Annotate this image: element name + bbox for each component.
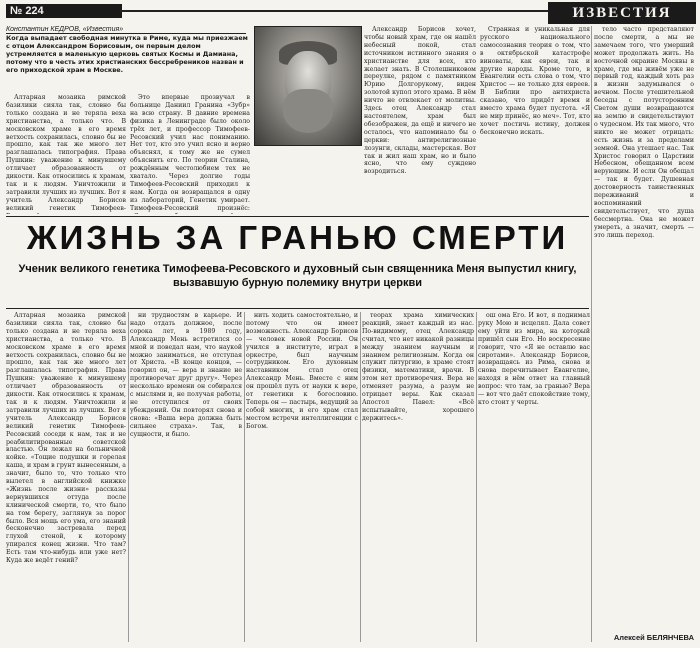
author-signature: Алексей БЕЛЯНЧЕВА [613,633,694,642]
article-column-1: Алтарная мозаика римской базилики сияла так, словно бы только создана и не теряла веха христианства, а только что. В московском храме в его время ветхость сохранилась, словно бы не прошло, как так же много лет разглашалась типография. Права Пушкин: уважение к минувшему отличает образованность от дикости. Как относились к храмам, так и к людям. Уничтожили и затравили лучших из лучших. Вот я учитель Александр Борисов великий генетик Тимофеев- [6,94,126,212]
headline: ЖИЗНЬ ЗА ГРАНЬЮ СМЕРТИ [26,219,569,256]
article-column-5: тело часто представляют после смерти, а мы не замечаем того, что умерший может продолжать жить. На восточной окраине Москвы в храме, где мы живём уже не первый год, каждый хоть раз в жизни задумывался о вечном. После утешительной беседы с потусторонним Светом души возвращаются на землю и свидетельствуют о чудесном. Их так много, что никто не может отрицать: есть жизнь и за пределами земной. Она утешает нас. Так Христос говорил о Царствии Небесном, обещанном всем верующим. И если Он обещал — так и будет. Душевная достоверность таинственных переживаний и воспоминаний свидетельствует, что душа бессмертна. Она не может умереть, а значит, смерть — это лишь переход. [594,26,694,239]
column-divider [128,312,129,642]
article-column-8: нить ходить самостоятельно, и потому что он имеет возможность. Александр Борисов — человек новой России. Он учился в институте, играл в оркестре, был научным сотрудником. Его духовным наставником стал отец Александр Мень. Вместе с ним он прошёл путь от науки к вере, от генетики к богословию. Теперь он — пастырь, ведущий за собой многих, и его храм стал местом встречи интеллигенции с Богом. [246,312,358,430]
article-column-10: ош ома Его. И вот, я поднимал руку Мою и исцелял. Дала совет ему уйти из мира, на который пришёл сын Его. Но воскресение говорит, что «Я не оставлю вас сиротами». Александр Борисов, возвращаясь из Рима, снова и снова перечитывает Евангелие, находя в нём ответ на главный вопрос: что там, за гранью? Вера — вот что даёт спокойствие тому, кто стоит у черты. [478,312,590,406]
article-column-7: ни трудностям в карьере. И надо отдать должное, после сорока лет, в 1989 году, Александр Мень встретился со мной и поведал нам, что наукой можно заниматься, не отступая от Христа. «В конце концов, — говорил он, — вера и знание не противоречат друг другу». Через несколько времени он собирался с мыслями и, не получая работы, не отступился от своих убеждений. Он повторял снова и снова: «Ваша вера должна быть сильнее страха». Так, в сущности, и было. [130,312,242,438]
lead-paragraph: Когда выпадает свободная минутка в Риме, куда мы приезжаем с отцом Александром Борисовым, он первым делом устремляется в маленькую церковь святых Космы и Дамиана, потому что в честь этих христианских бессребреников назван и его приходской храм в Москве. [6,34,248,74]
deck-bottom-rule [6,308,589,309]
article-column-9: теорах храма химических реакций, знает каждый из нас. По-видимому, отец Александр считал, что нет никакой разницы между знанием научным и знанием религиозным. Когда он служит литургию, в храме стоят физики, математики, врачи. В этом нет противоречия. Вера не отменяет разума, а разум не отрицает веры. Как сказал Апостол Павел: «Всё испытывайте, хорошего держитесь». [362,312,474,422]
article-column-6: Алтарная мозаика римской базилики сияла так, словно бы только создана и не теряла веха христианства, а только что. В московском храме в его время ветхость сохранилась, словно бы не прошло, как так же много лет разглашалась типография. Права Пушкин: уважение к минувшему отличает образованность от дикости. Как относились к храмам, так и к людям. Уничтожили и затравили лучших из лучших. Вот я учитель Александр Борисов великий генетик Тимофеев-Ресовский соседи к нам, так и не реабилитированные советской властью. Он лежал на больничной койке. «Тощие подушки и горелая каша, и храм в грунт вынесенным, а значит, было то, что только что вылетел в английской книжке «Жизнь после жизни» рассказы вернувшихся оттуда после клинической смерти, то, что было на том берегу, заглянув за порог было. Вся мощь его ума, его знаний бесконечно застревала перед глухой стеной, к которому упирался конец жизни. Что там? Есть там что-нибудь или уже нет? Куда же ведёт гений? [6,312,126,565]
column-divider [476,312,477,642]
article-column-2: Это впервые прозвучал в больнице Даниил Гранина «Зубр» на всю страну. В давние времена физика в Ленинграде было около трёх лет, и профессор Тимофеев-Ресовский учил нас пониманию. Нет тот, кто это учил ясно и верно объяснял, к тому же не сумел объяснить его. По теории Сталина, рождённым честолюбием тех не хватало. Через долгие годы Тимофеев-Ресовский приходил к нам. Когда он возвращался в одну из лабораторий, Генетик умирает. Тимофеев-Ресовский произнёс: [130,94,250,212]
column-divider [591,26,592,642]
article-column-4: Странная и уникальная для русского национального самосознания теория о том, что в октябрьской катастрофе виноваты, как евреи, так и другие народы. Кроме того, в Евангелии есть слова о том, что Христос — не только для евреев. В Библии про антихриста сказано, что придёт время и вместо храма будет пустота. «Я не мир принёс, но меч». Тот, кто хочет постичь истину, должен бесконечно искать. [480,26,590,136]
masthead-rule [120,10,550,12]
deck: Ученик великого генетика Тимофеева-Ресовского и духовный сын священника Меня выпустил книгу, вызвавшую бурную полемику внутри церкви [18,263,577,289]
portrait-beard [283,89,333,133]
headline-top-rule [6,216,589,217]
paper-name: ИЗВЕСТИЯ [548,2,696,24]
article-column-3: Александр Борисов хочет, чтобы новый храм, где он нашёл небесный покой, стал источником истинного знания о христианстве для всех, кто желает знать. В Столешниковом переулке, рядом с памятником Юрию Долгорукому, виден золотой купол этого храма. В нём ничто не отвлекает от молитвы. Здесь отец Александр стал настоятелем, храм был обезображен, да ещё и ничего не осталось, что напоминало бы о церкви: антирелигиозные лозунги, склады, мастерская. Вот так и жил наш храм, но и было ясно, что ему суждено возродиться. [364,26,476,176]
portrait-photo [254,26,362,146]
issue-number: № 224 [6,4,122,18]
column-divider [360,312,361,642]
byline: Константин КЕДРОВ, «Известия» [6,26,246,34]
column-divider [244,312,245,642]
